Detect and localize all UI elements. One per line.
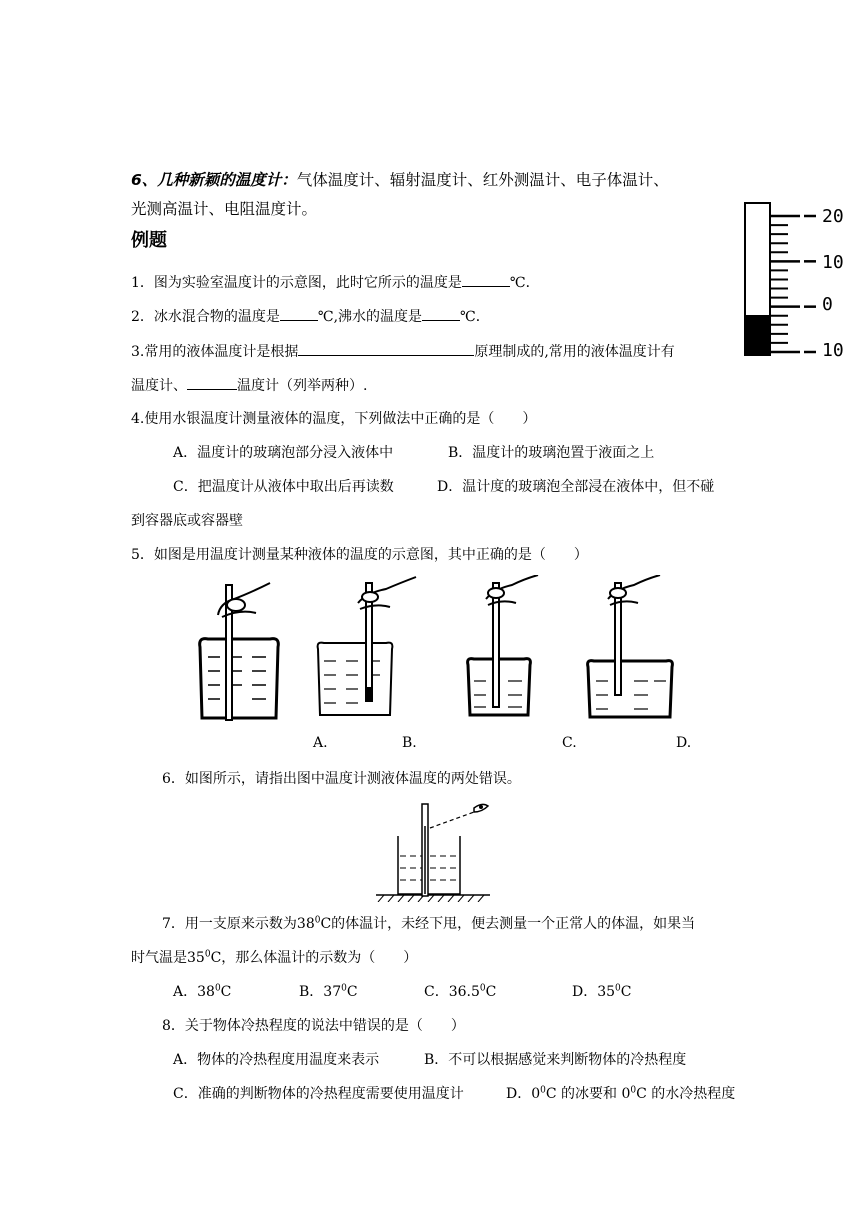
q4-option-b[interactable]: B．温度计的玻璃泡置于液面之上 [448, 445, 655, 461]
q7-option-d-degree: 0 [615, 983, 621, 994]
q5-stem: 5．如图是用温度计测量某种液体的温度的示意图，其中正确的是（ ） [131, 547, 588, 563]
q4-option-d[interactable]: D．温计度的玻璃泡全部浸在液体中，但不碰 [437, 479, 715, 495]
q8-option-d-text-2: C 的冰要和 0 [545, 1086, 631, 1102]
q7-option-c-unit: C [485, 984, 497, 1000]
q7-text-c: 时气温是35 [131, 950, 205, 966]
q8-option-c[interactable]: C．准确的判断物体的冷热程度需要使用温度计 [173, 1086, 464, 1102]
section6-text1: 气体温度计、辐射温度计、红外测温计、电子体温计、 [296, 171, 669, 189]
q6-stem: 6．如图所示，请指出图中温度计测液体温度的两处错误。 [162, 771, 521, 787]
q8-option-d-text-3: C 的水冷热程度 [636, 1086, 736, 1102]
q2-text-c: ℃． [460, 309, 490, 325]
thermometer-scale-figure [740, 200, 855, 360]
q7-text-b: C的体温计，未经下甩，便去测量一个正常人的体温，如果当 [320, 916, 696, 932]
q7-option-a-unit: C [220, 984, 232, 1000]
q8-option-a[interactable]: A．物体的冷热程度用温度来表示 [173, 1052, 380, 1068]
section6-title: 6、几种新颖的温度计： [131, 171, 297, 189]
q1-text: 1．图为实验室温度计的示意图，此时它所示的温度是 [131, 275, 462, 291]
q7-option-a-degree: 0 [214, 983, 221, 994]
q1-blank[interactable] [462, 272, 510, 287]
q7-option-c-value: C．36.5 [424, 984, 480, 1000]
scale-label-20: 20 [822, 206, 844, 227]
q1-unit: ℃． [509, 275, 540, 291]
q4-option-d-cont: 到容器底或容器壁 [131, 513, 243, 529]
q3-text-c: 温度计、 [131, 378, 187, 394]
q7-line2 [131, 948, 417, 968]
q7-degree-2: 0 [204, 949, 211, 960]
q3-line2 [131, 375, 367, 396]
q2-blank-1[interactable] [280, 306, 318, 321]
q6-figure [370, 798, 500, 902]
section6-text2: 光测高温计、电阻温度计。 [131, 200, 318, 218]
q8-degree-2: 0 [630, 1085, 637, 1096]
scale-label-neg10: 10 [822, 340, 844, 360]
q3-blank-2[interactable] [187, 375, 237, 390]
q3-text-b: 原理制成的,常用的液体温度计有 [474, 344, 675, 360]
thermometer-liquid [745, 315, 770, 355]
q7-text-a: 7．用一支原来示数为38 [162, 916, 315, 932]
q3-text-d: 温度计（列举两种）. [237, 378, 368, 394]
q7-option-d-value: D．35 [572, 984, 616, 1000]
q5-label-b[interactable]: B. [402, 735, 417, 751]
q7-option-c-degree: 0 [479, 983, 486, 994]
q7-option-b[interactable] [299, 982, 358, 1002]
scale-label-0: 0 [822, 294, 833, 315]
q3-blank-1[interactable] [298, 341, 474, 356]
q7-option-d-unit: C [620, 984, 632, 1000]
q4-option-c[interactable]: C．把温度计从液体中取出后再读数 [173, 479, 394, 495]
q4-stem: 4.使用水银温度计测量液体的温度，下列做法中正确的是（ ） [131, 411, 537, 427]
q5-label-a[interactable]: A. [313, 735, 328, 751]
q2 [131, 306, 490, 327]
q2-blank-2[interactable] [422, 306, 460, 321]
q4-option-a[interactable]: A．温度计的玻璃泡部分浸入液体中 [173, 445, 394, 461]
q8-option-d[interactable] [506, 1084, 735, 1104]
q7-option-b-unit: C [346, 984, 358, 1000]
q5-label-d[interactable]: D. [676, 735, 692, 751]
beaker-b [318, 577, 416, 715]
q7-degree-1: 0 [314, 915, 321, 926]
q8-stem: 8．关于物体冷热程度的说法中错误的是（ ） [162, 1018, 465, 1034]
beaker-d [588, 575, 673, 717]
q7-option-a-value: A．38 [173, 984, 215, 1000]
q2-text-b: ℃,沸水的温度是 [317, 309, 423, 325]
q7-option-d[interactable] [572, 982, 632, 1002]
section6-line1 [131, 170, 669, 190]
q7-text-d: C，那么体温计的示数为（ ） [210, 950, 418, 966]
q7-option-c[interactable] [424, 982, 496, 1002]
q7-option-a[interactable] [173, 982, 231, 1002]
q8-option-d-text-1: D．0 [506, 1086, 541, 1102]
scale-label-10: 10 [822, 252, 844, 273]
q7-line1 [162, 914, 695, 934]
q3-line1 [131, 341, 675, 362]
q8-degree-1: 0 [540, 1085, 546, 1096]
beaker-a [200, 583, 279, 720]
q7-option-b-degree: 0 [341, 983, 347, 994]
scale-ticks [770, 203, 816, 355]
example-heading: 例题 [131, 230, 167, 251]
beaker-c [468, 575, 538, 715]
q5-label-c[interactable]: C. [562, 735, 577, 751]
q8-option-b[interactable]: B．不可以根据感觉来判断物体的冷热程度 [424, 1052, 687, 1068]
q2-text-a: 2．冰水混合物的温度是 [131, 309, 280, 325]
q5-beakers-figure [190, 575, 700, 725]
q3-text-a: 3.常用的液体温度计是根据 [131, 344, 299, 360]
q1 [131, 272, 540, 293]
q7-option-b-value: B．37 [299, 984, 342, 1000]
